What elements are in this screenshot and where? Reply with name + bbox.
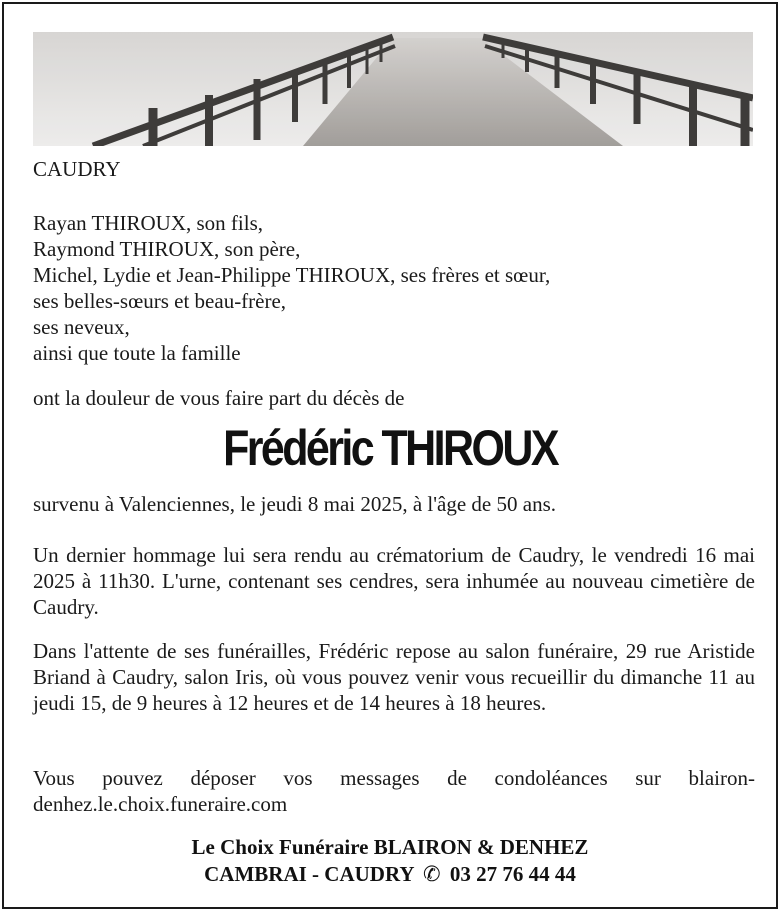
condolences-paragraph: Vous pouvez déposer vos messages de condoléances sur blairon-denhez.le.choix.funeraire.com (33, 766, 755, 816)
family-line: ainsi que toute la famille (33, 341, 241, 365)
family-list (33, 210, 755, 366)
announcement: ont la douleur de vous faire part du décès de (33, 386, 405, 410)
hommage-paragraph: Un dernier hommage lui sera rendu au crématorium de Caudry, le vendredi 16 mai 2025 à 11h30. L'urne, contenant ses cendres, sera inhumée au nouveau cimetière de Caudry. (33, 543, 755, 619)
family-line: ses neveux, (33, 315, 130, 339)
phone-number: 03 27 76 44 44 (449, 862, 576, 886)
family-line: ses belles-sœurs et beau-frère, (33, 289, 287, 313)
family-line: Raymond THIROUX, son père, (33, 237, 301, 261)
funeral-home-contact (4, 860, 776, 888)
obituary-notice (2, 2, 778, 909)
family-line: Michel, Lydie et Jean-Philippe THIROUX, ses frères et sœur, (33, 263, 551, 287)
funeral-home-location: CAMBRAI - CAUDRY (204, 862, 414, 886)
funerailles-paragraph: Dans l'attente de ses funérailles, Frédéric repose au salon funéraire, 29 rue Aristide Briand à Caudry, salon Iris, où vous pouvez venir vous recueillir du dimanche 11 au jeudi 15, de 9 heures à 12 heures et de 14 heures à 18 heures. (33, 639, 755, 715)
phone-icon: ✆ (423, 862, 441, 886)
death-details: survenu à Valenciennes, le jeudi 8 mai 2025, à l'âge de 50 ans. (33, 492, 556, 516)
funeral-home-name: Le Choix Funéraire BLAIRON & DENHEZ (191, 835, 589, 859)
family-line: Rayan THIROUX, son fils, (33, 211, 264, 235)
footbridge-image (33, 32, 753, 146)
deceased-name: Frédéric THIROUX (223, 420, 557, 476)
city: CAUDRY (33, 157, 121, 181)
header-photo (33, 32, 753, 146)
